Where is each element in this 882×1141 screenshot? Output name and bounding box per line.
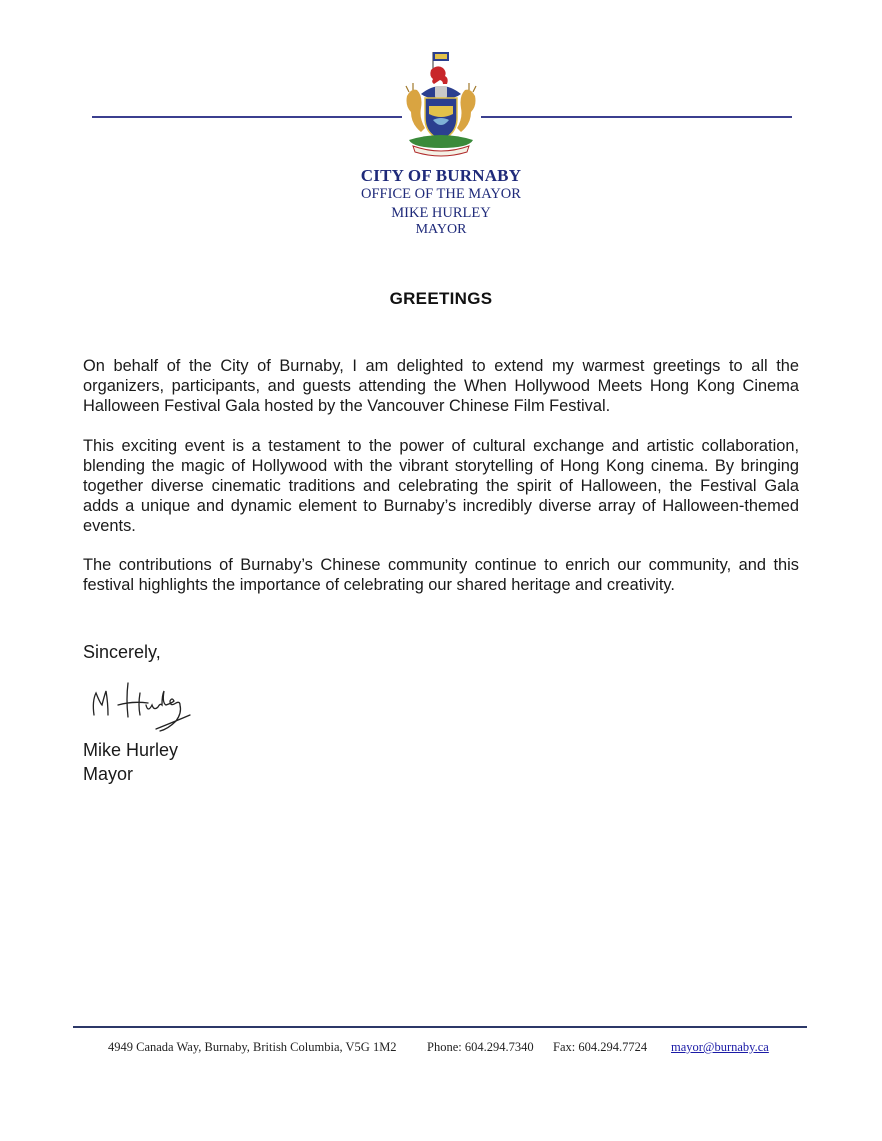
mayor-name: MIKE HURLEY <box>391 205 491 221</box>
paragraph-2: This exciting event is a testament to the power of cultural exchange and artistic collaboration, blending the magic of Hollywood with the vibrant storytelling of Hong Kong cinema. By bringing together diverse cinematic traditions and celebrating the spirit of Halloween, the Festival Gala adds a unique and dynamic element to Burnaby’s incredibly diverse array of Halloween-themed events. <box>83 437 799 535</box>
footer-email-link[interactable]: mayor@burnaby.ca <box>671 1040 769 1054</box>
footer-address: 4949 Canada Way, Burnaby, British Columbia, V5G 1M2 <box>108 1040 397 1054</box>
closing-salutation: Sincerely, <box>83 642 161 662</box>
organization-name: CITY OF BURNABY <box>360 166 522 185</box>
footer-fax: Fax: 604.294.7724 <box>553 1040 648 1054</box>
header-rule-left <box>92 116 402 118</box>
coat-of-arms-icon <box>403 48 479 160</box>
mayor-title: MAYOR <box>415 222 467 237</box>
signature-icon <box>88 675 198 735</box>
footer-rule <box>73 1026 807 1028</box>
signer-title: Mayor <box>83 764 134 784</box>
signer-name: Mike Hurley <box>83 740 179 760</box>
paragraph-1: On behalf of the City of Burnaby, I am delighted to extend my warmest greetings to all the organizers, participants, and guests attending the When Hollywood Meets Hong Kong Cinema Halloween Festival Gala hosted by the Vancouver Chinese Film Festival. <box>83 357 799 415</box>
office-name: OFFICE OF THE MAYOR <box>361 186 521 202</box>
paragraph-3: The contributions of Burnaby’s Chinese community continue to enrich our community, and this festival highlights the importance of celebrating our shared heritage and creativity. <box>83 556 799 594</box>
footer-phone: Phone: 604.294.7340 <box>427 1040 534 1054</box>
letter-heading: GREETINGS <box>389 289 493 308</box>
header-rule-right <box>481 116 792 118</box>
